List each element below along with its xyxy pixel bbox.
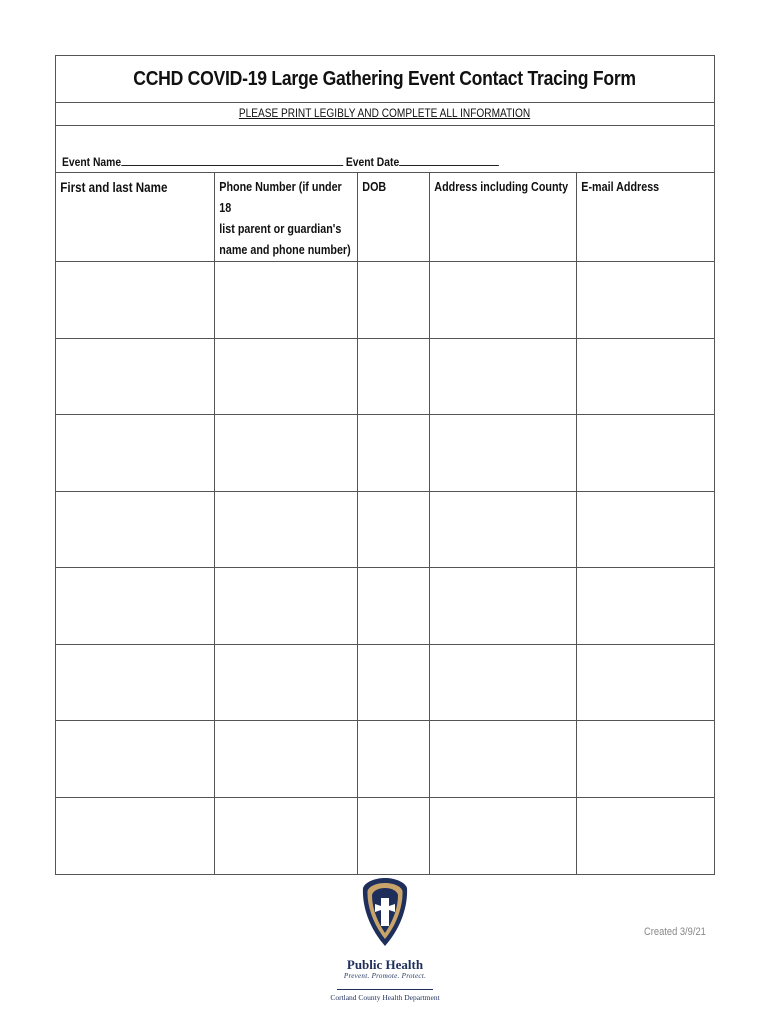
event-info-line <box>62 154 499 169</box>
name-cell[interactable] <box>56 491 214 568</box>
header-dob: DOB <box>357 173 429 262</box>
org-tagline: Prevent. Promote. Protect. <box>343 972 427 980</box>
header-phone-line2: list parent or guardian's <box>218 222 341 236</box>
notice-row <box>56 103 714 126</box>
address-cell[interactable] <box>429 491 576 568</box>
phone-cell[interactable] <box>214 491 357 568</box>
public-health-logo <box>325 876 445 1002</box>
contact-tracing-form <box>55 55 715 875</box>
address-cell[interactable] <box>429 415 576 492</box>
email-cell[interactable] <box>576 797 714 874</box>
contact-table <box>56 173 714 874</box>
name-cell[interactable] <box>56 262 214 339</box>
phone-cell[interactable] <box>214 262 357 339</box>
table-row <box>56 644 714 721</box>
dob-cell[interactable] <box>357 262 429 339</box>
print-notice: PLEASE PRINT LEGIBLY AND COMPLETE ALL INFORMATION <box>239 108 531 120</box>
table-row <box>56 491 714 568</box>
table-header-row <box>56 173 714 262</box>
name-cell[interactable] <box>56 721 214 798</box>
table-row <box>56 338 714 415</box>
table-row <box>56 568 714 645</box>
phone-cell[interactable] <box>214 721 357 798</box>
created-date: Created 3/9/21 <box>644 926 706 938</box>
email-cell[interactable] <box>576 338 714 415</box>
event-name-field[interactable] <box>121 154 343 166</box>
email-cell[interactable] <box>576 415 714 492</box>
org-name: Public Health <box>346 957 424 972</box>
dob-cell[interactable] <box>357 797 429 874</box>
table-row <box>56 797 714 874</box>
header-phone <box>214 173 357 262</box>
shield-icon <box>361 876 409 948</box>
title-row <box>56 56 714 103</box>
table-row <box>56 721 714 798</box>
dob-cell[interactable] <box>357 491 429 568</box>
header-name: First and last Name <box>56 173 214 262</box>
logo-divider <box>337 989 433 990</box>
phone-cell[interactable] <box>214 797 357 874</box>
event-name-label: Event Name <box>62 155 122 169</box>
phone-cell[interactable] <box>214 568 357 645</box>
address-cell[interactable] <box>429 797 576 874</box>
name-cell[interactable] <box>56 644 214 721</box>
name-cell[interactable] <box>56 797 214 874</box>
table-row <box>56 415 714 492</box>
email-cell[interactable] <box>576 721 714 798</box>
dob-cell[interactable] <box>357 644 429 721</box>
table-row <box>56 262 714 339</box>
address-cell[interactable] <box>429 338 576 415</box>
dob-cell[interactable] <box>357 415 429 492</box>
name-cell[interactable] <box>56 338 214 415</box>
dob-cell[interactable] <box>357 338 429 415</box>
email-cell[interactable] <box>576 644 714 721</box>
header-phone-line3: name and phone number) <box>218 243 351 257</box>
event-date-field[interactable] <box>399 154 499 166</box>
form-title: CCHD COVID-19 Large Gathering Event Contact Tracing Form <box>133 67 637 90</box>
address-cell[interactable] <box>429 568 576 645</box>
name-cell[interactable] <box>56 568 214 645</box>
email-cell[interactable] <box>576 491 714 568</box>
phone-cell[interactable] <box>214 338 357 415</box>
dob-cell[interactable] <box>357 568 429 645</box>
event-info-row <box>56 126 714 173</box>
header-phone-line1: Phone Number (if under 18 <box>218 180 342 215</box>
header-address: Address including County <box>429 173 576 262</box>
department-name: Cortland County Health Department <box>330 993 440 1002</box>
address-cell[interactable] <box>429 262 576 339</box>
header-email: E-mail Address <box>576 173 714 262</box>
address-cell[interactable] <box>429 644 576 721</box>
address-cell[interactable] <box>429 721 576 798</box>
phone-cell[interactable] <box>214 415 357 492</box>
phone-cell[interactable] <box>214 644 357 721</box>
event-date-label: Event Date <box>345 155 400 169</box>
email-cell[interactable] <box>576 262 714 339</box>
email-cell[interactable] <box>576 568 714 645</box>
dob-cell[interactable] <box>357 721 429 798</box>
name-cell[interactable] <box>56 415 214 492</box>
